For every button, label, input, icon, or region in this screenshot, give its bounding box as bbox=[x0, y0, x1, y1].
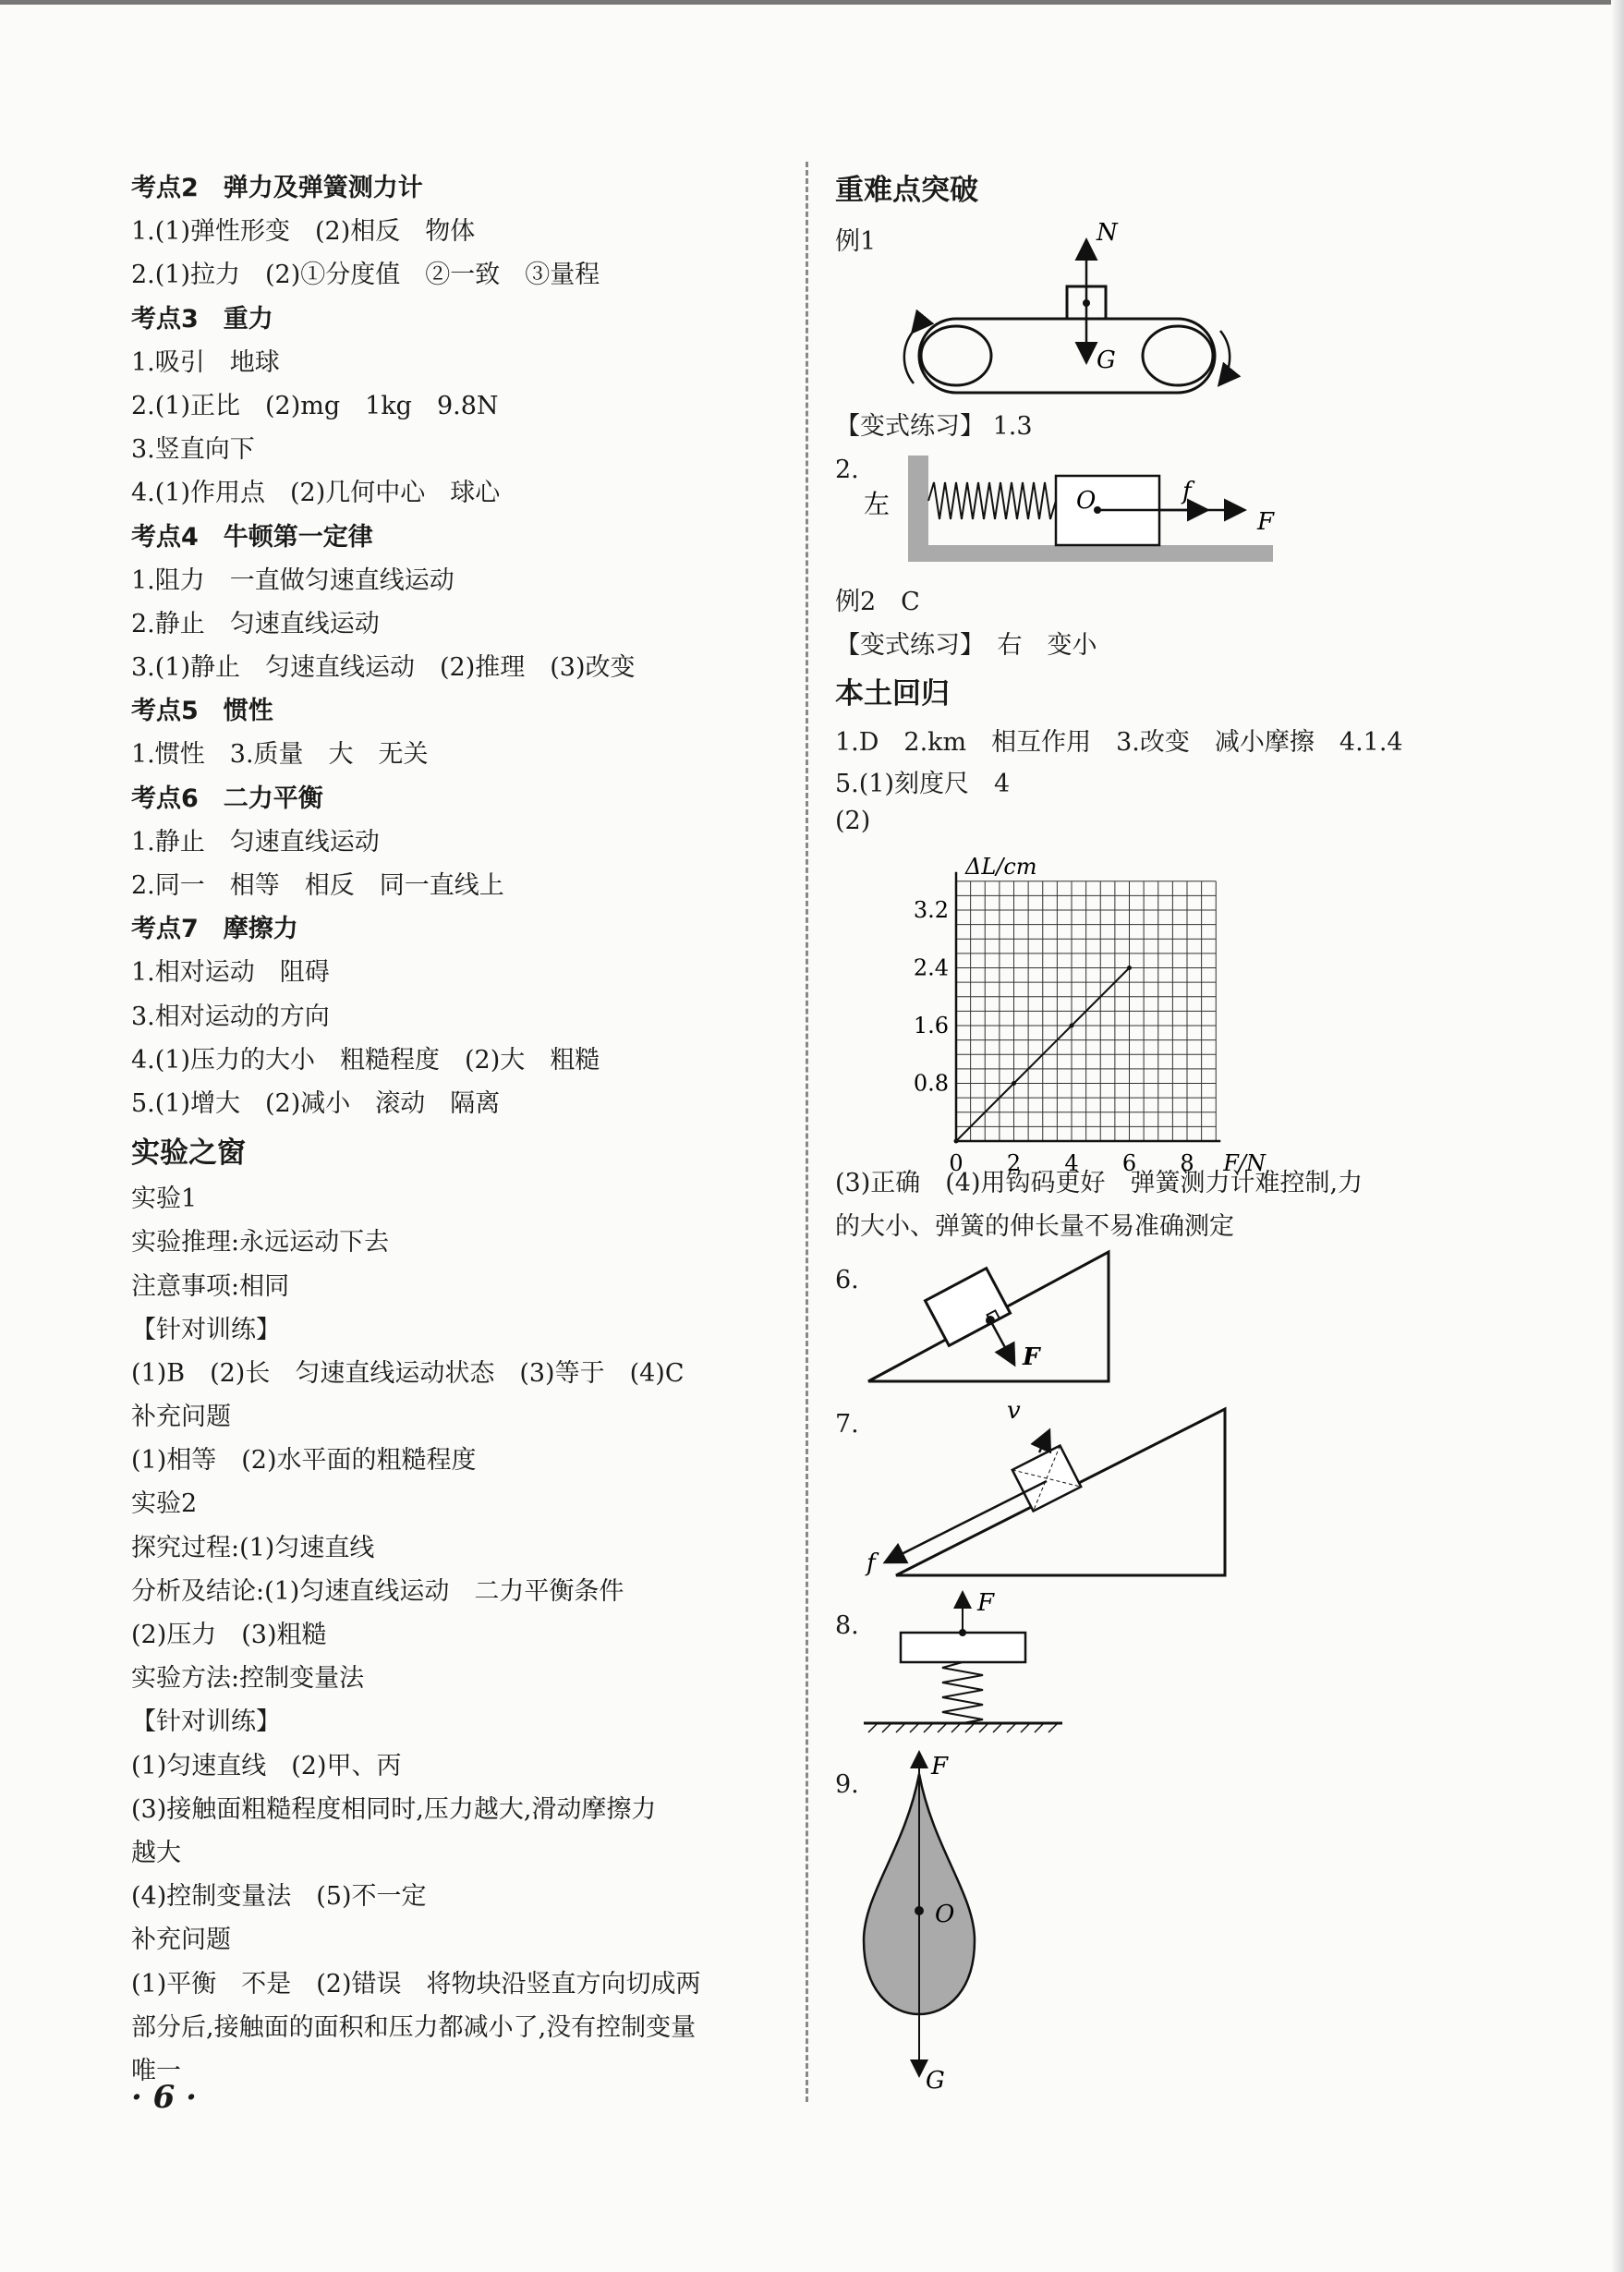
answer-line: (1)匀速直线 (2)甲、丙 bbox=[131, 1751, 402, 1780]
answer-line: 探究过程:(1)匀速直线 bbox=[131, 1533, 375, 1562]
y-tick-label: 1.6 bbox=[913, 1013, 949, 1039]
x-axis-label: F/N bbox=[1223, 1150, 1266, 1176]
conveyor-belt-figure bbox=[901, 222, 1252, 397]
example-2-answer: 例2 C bbox=[835, 588, 920, 616]
answer-line: 2.(1)正比 (2)mg 1kg 9.8N bbox=[131, 391, 499, 420]
answer-line: (3)接触面粗糙程度相同时,压力越大,滑动摩擦力 bbox=[131, 1794, 657, 1824]
answer-line: 【针对训练】 bbox=[131, 1707, 281, 1737]
topic-heading: 考点7 摩擦力 bbox=[131, 915, 298, 944]
answer-line: 越大 bbox=[131, 1838, 181, 1867]
data-point bbox=[1070, 1024, 1074, 1028]
answer-line: 1.惯性 3.质量 大 无关 bbox=[131, 740, 429, 770]
answer-line: 实验方法:控制变量法 bbox=[131, 1664, 365, 1694]
section-title-key-points: 重难点突破 bbox=[835, 174, 978, 207]
spring-block-figure bbox=[854, 448, 1279, 577]
y-tick-label: 3.2 bbox=[913, 897, 949, 923]
page-number: · 6 · bbox=[131, 2079, 198, 2116]
answer-line: 1.阻力 一直做匀速直线运动 bbox=[131, 565, 454, 595]
answer-line: 2.(1)拉力 (2)①分度值 ②一致 ③量程 bbox=[131, 261, 600, 290]
answer-line: 补充问题 bbox=[131, 1926, 231, 1955]
column-divider bbox=[806, 162, 808, 2102]
answer-line: 3.(1)静止 匀速直线运动 (2)推理 (3)改变 bbox=[131, 653, 636, 683]
answer-line: (1)相等 (2)水平面的粗糙程度 bbox=[131, 1446, 477, 1476]
force-F-label-q6: F bbox=[1023, 1343, 1040, 1371]
answer-line: 实验1 bbox=[131, 1185, 198, 1214]
variant-practice-1: 【变式练习】 1.3 bbox=[835, 412, 1033, 441]
force-F-label-q9: F bbox=[931, 1753, 949, 1780]
data-point bbox=[1012, 1081, 1016, 1086]
answer-line: 1.相对运动 阻碍 bbox=[131, 958, 330, 988]
x-tick-label: 8 bbox=[1180, 1150, 1194, 1176]
x-tick-label: 2 bbox=[1006, 1150, 1022, 1176]
force-F-label-q8: F bbox=[977, 1589, 995, 1617]
answer-line: 2.同一 相等 相反 同一直线上 bbox=[131, 871, 504, 900]
gravity-G-label-q9: G bbox=[926, 2067, 945, 2093]
answer-line: 1.(1)弹性形变 (2)相反 物体 bbox=[131, 217, 476, 247]
friction-f-label: f bbox=[1182, 478, 1192, 505]
answer-line: 1.吸引 地球 bbox=[131, 347, 280, 377]
answer-line: 部分后,接触面的面积和压力都减小了,没有控制变量 bbox=[131, 2012, 697, 2042]
gravity-label: G bbox=[1097, 346, 1116, 374]
answer-line: 实验2 bbox=[131, 1489, 198, 1519]
x-tick-label: 4 bbox=[1064, 1150, 1079, 1176]
question-7-number: 7. bbox=[835, 1410, 859, 1439]
data-point bbox=[954, 1139, 959, 1144]
incline-figure-q6 bbox=[864, 1243, 1122, 1391]
x-tick-label: 6 bbox=[1121, 1150, 1137, 1176]
top-border bbox=[0, 0, 1624, 5]
velocity-v-label: v bbox=[1007, 1397, 1021, 1425]
answer-line: (4)控制变量法 (5)不一定 bbox=[131, 1882, 427, 1912]
answer-line: 2.静止 匀速直线运动 bbox=[131, 609, 380, 638]
y-tick-label: 0.8 bbox=[913, 1070, 949, 1097]
topic-heading: 考点4 牛顿第一定律 bbox=[131, 522, 373, 552]
topic-heading: 考点5 惯性 bbox=[131, 697, 273, 726]
left-label: 左 bbox=[864, 489, 891, 519]
answer-line: 1.静止 匀速直线运动 bbox=[131, 827, 380, 857]
answer-line: (1)B (2)长 匀速直线运动状态 (3)等于 (4)C bbox=[131, 1358, 685, 1388]
answers-1-to-4: 1.D 2.km 相互作用 3.改变 减小摩擦 4.1.4 bbox=[835, 728, 1403, 757]
topic-heading: 考点2 弹力及弹簧测力计 bbox=[131, 174, 423, 202]
normal-force-label: N bbox=[1097, 222, 1118, 247]
answer-line: 5.(1)增大 (2)减小 滚动 隔离 bbox=[131, 1088, 501, 1118]
answer-line: 注意事项:相同 bbox=[131, 1271, 290, 1301]
question-6-number: 6. bbox=[835, 1266, 859, 1294]
teardrop-figure-q9 bbox=[850, 1746, 1035, 2093]
friction-f-label-q7: f bbox=[867, 1549, 876, 1577]
answer-line: 补充问题 bbox=[131, 1403, 231, 1432]
left-column bbox=[131, 166, 796, 2093]
data-point bbox=[1127, 966, 1132, 970]
answer-line: 唯一 bbox=[131, 2056, 181, 2085]
spring-extension-chart bbox=[901, 813, 1270, 1192]
answer-line: 4.(1)压力的大小 粗糙程度 (2)大 粗糙 bbox=[131, 1045, 600, 1075]
x-tick-label: 0 bbox=[949, 1150, 963, 1176]
example-1-label: 例1 bbox=[835, 227, 877, 256]
question-8-number: 8. bbox=[835, 1611, 859, 1640]
page-edge-shadow bbox=[1611, 0, 1624, 2272]
center-o-label: O bbox=[1076, 487, 1097, 515]
answer-line: 实验推理:永远运动下去 bbox=[131, 1228, 390, 1257]
answer-5-2-label: (2) bbox=[835, 807, 871, 835]
section-title-local: 本土回归 bbox=[835, 677, 950, 711]
answer-line: 3.相对运动的方向 bbox=[131, 1002, 330, 1031]
incline-figure-q7 bbox=[859, 1395, 1238, 1580]
topic-heading: 考点6 二力平衡 bbox=[131, 784, 323, 813]
spring-plate-figure-q8 bbox=[859, 1585, 1090, 1746]
answer-line: 4.(1)作用点 (2)几何中心 球心 bbox=[131, 479, 501, 508]
section-title: 实验之窗 bbox=[131, 1136, 246, 1171]
y-axis-label: ΔL/cm bbox=[965, 853, 1037, 880]
answer-line: 【针对训练】 bbox=[131, 1315, 281, 1344]
force-F-label: F bbox=[1257, 508, 1275, 536]
answer-line: 分析及结论:(1)匀速直线运动 二力平衡条件 bbox=[131, 1576, 624, 1606]
y-tick-label: 2.4 bbox=[913, 954, 949, 981]
variant-practice-2: 【变式练习】 右 变小 bbox=[835, 631, 1097, 660]
answer-5-3-line1: (3)正确 (4)用钩码更好 弹簧测力计难控制,力 bbox=[835, 1169, 1363, 1197]
center-o-label-q9: O bbox=[935, 1901, 955, 1928]
answer-5-1: 5.(1)刻度尺 4 bbox=[835, 770, 1011, 798]
answer-5-3-line2: 的大小、弹簧的伸长量不易准确测定 bbox=[835, 1212, 1234, 1241]
answer-line: 3.竖直向下 bbox=[131, 435, 255, 465]
question-9-number: 9. bbox=[835, 1770, 859, 1799]
question-2-number: 2. bbox=[835, 456, 859, 484]
answer-line: (1)平衡 不是 (2)错误 将物块沿竖直方向切成两 bbox=[131, 1969, 701, 1999]
topic-heading: 考点3 重力 bbox=[131, 304, 273, 334]
answer-line: (2)压力 (3)粗糙 bbox=[131, 1621, 327, 1649]
